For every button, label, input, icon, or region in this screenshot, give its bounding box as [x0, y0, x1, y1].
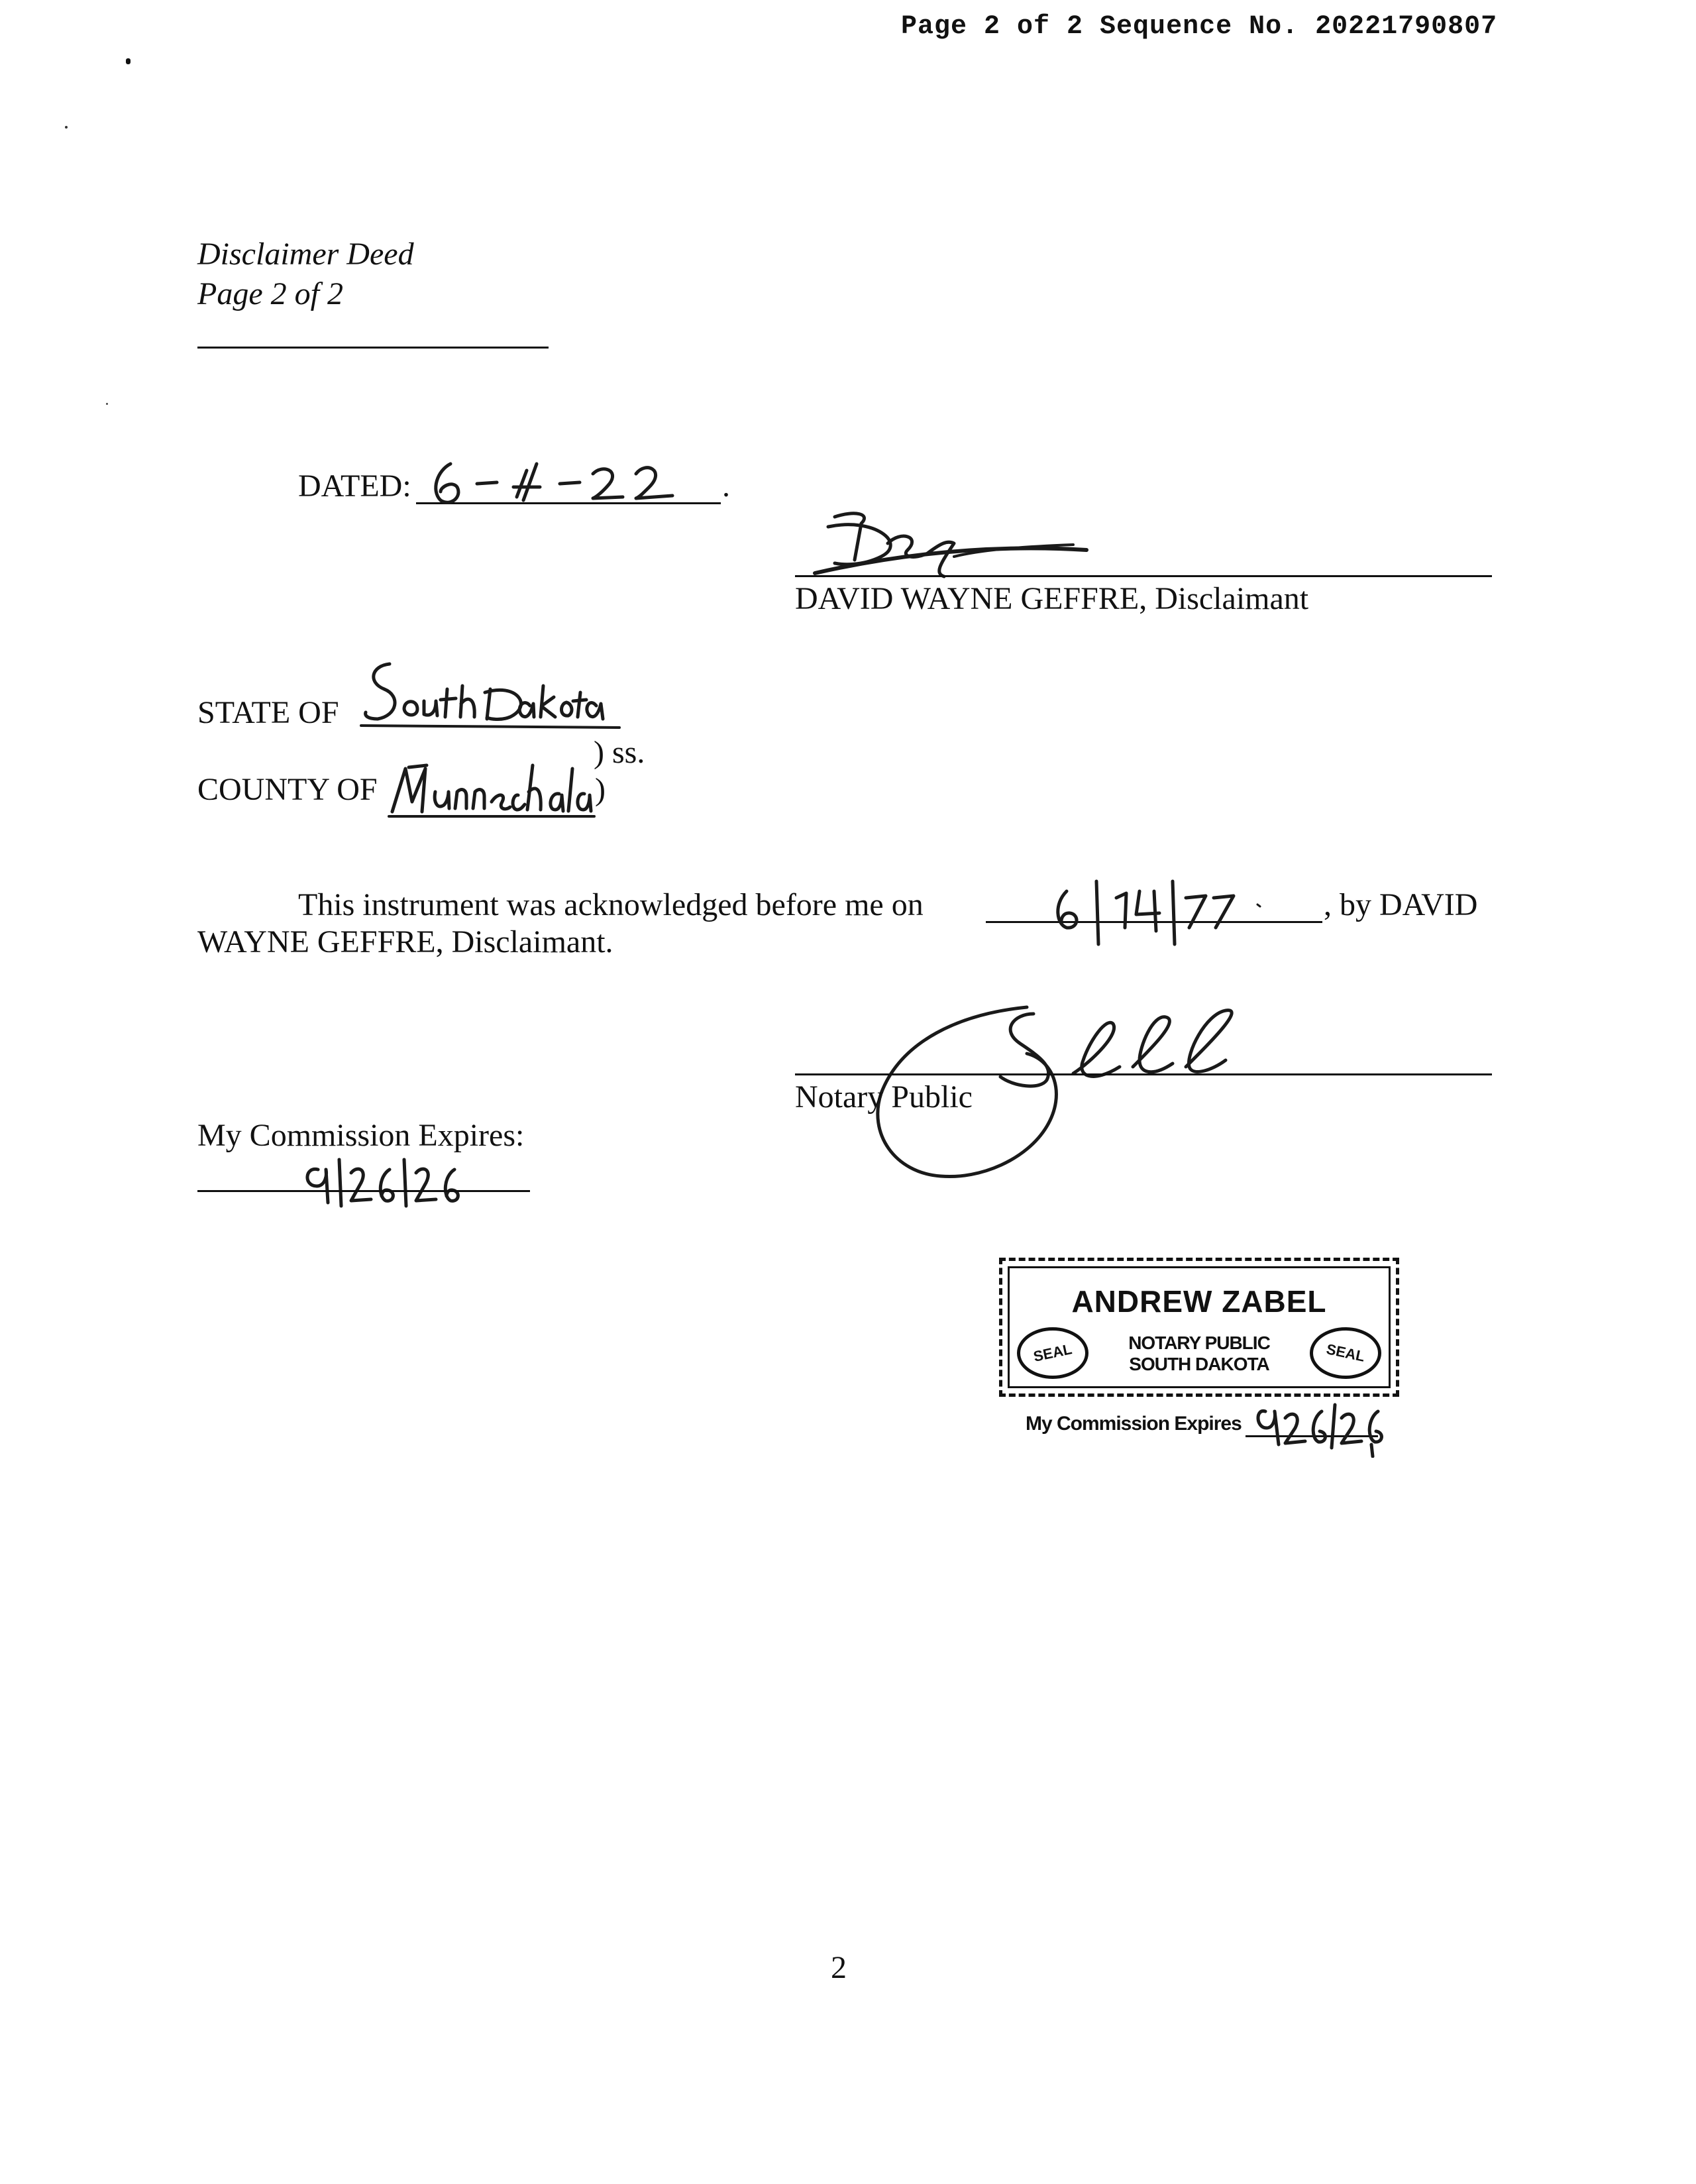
- fax-header: Page 2 of 2 Sequence No. 20221790807: [901, 12, 1498, 42]
- notary-stamp: [999, 1258, 1399, 1397]
- doc-title: Disclaimer Deed: [197, 237, 414, 272]
- county-handwriting: [386, 755, 598, 822]
- ss-mark: ) ss.: [594, 735, 645, 770]
- stamp-seal-left-text: SEAL: [1032, 1340, 1074, 1365]
- state-handwriting: [358, 656, 623, 736]
- ack-date-handwriting: [1047, 875, 1285, 954]
- doc-page-label: Page 2 of 2: [197, 276, 343, 311]
- commission-label: My Commission Expires:: [197, 1118, 525, 1153]
- dated-handwriting: [411, 451, 716, 510]
- commission-handwriting: [298, 1153, 470, 1213]
- stamp-expires-label: My Commission Expires: [1026, 1413, 1242, 1435]
- state-label: STATE OF: [197, 695, 339, 730]
- scan-speck: [106, 403, 108, 405]
- scan-speck: [65, 126, 68, 129]
- notary-label: Notary Public: [795, 1079, 973, 1115]
- ack-prefix: This instrument was acknowledged before me on: [298, 887, 924, 922]
- county-label: COUNTY OF: [197, 772, 378, 807]
- dated-label: DATED:: [298, 468, 411, 504]
- scan-speck: [126, 58, 131, 64]
- commission-line: [197, 1190, 530, 1192]
- county-close: ): [595, 772, 606, 807]
- ack-line2: WAYNE GEFFRE, Disclaimant.: [197, 924, 613, 959]
- page-number: 2: [831, 1950, 847, 1985]
- stamp-seal-right-text: SEAL: [1324, 1340, 1367, 1365]
- disclaimant-signature-line: [795, 575, 1492, 577]
- stamp-line2: SOUTH DAKOTA: [1129, 1354, 1269, 1374]
- ack-suffix: , by DAVID: [1324, 887, 1478, 922]
- stamp-name: ANDREW ZABEL: [1071, 1284, 1327, 1319]
- stamp-seal-right: [1310, 1327, 1381, 1379]
- notary-signature-line: [795, 1073, 1492, 1075]
- disclaimant-signature: [808, 504, 1106, 583]
- stamp-line1: NOTARY PUBLIC: [1128, 1333, 1270, 1353]
- disclaimant-name: DAVID WAYNE GEFFRE, Disclaimant: [795, 581, 1309, 616]
- header-underline: [197, 347, 549, 349]
- dated-period: .: [722, 468, 730, 504]
- stamp-expires-handwriting: [1252, 1392, 1398, 1458]
